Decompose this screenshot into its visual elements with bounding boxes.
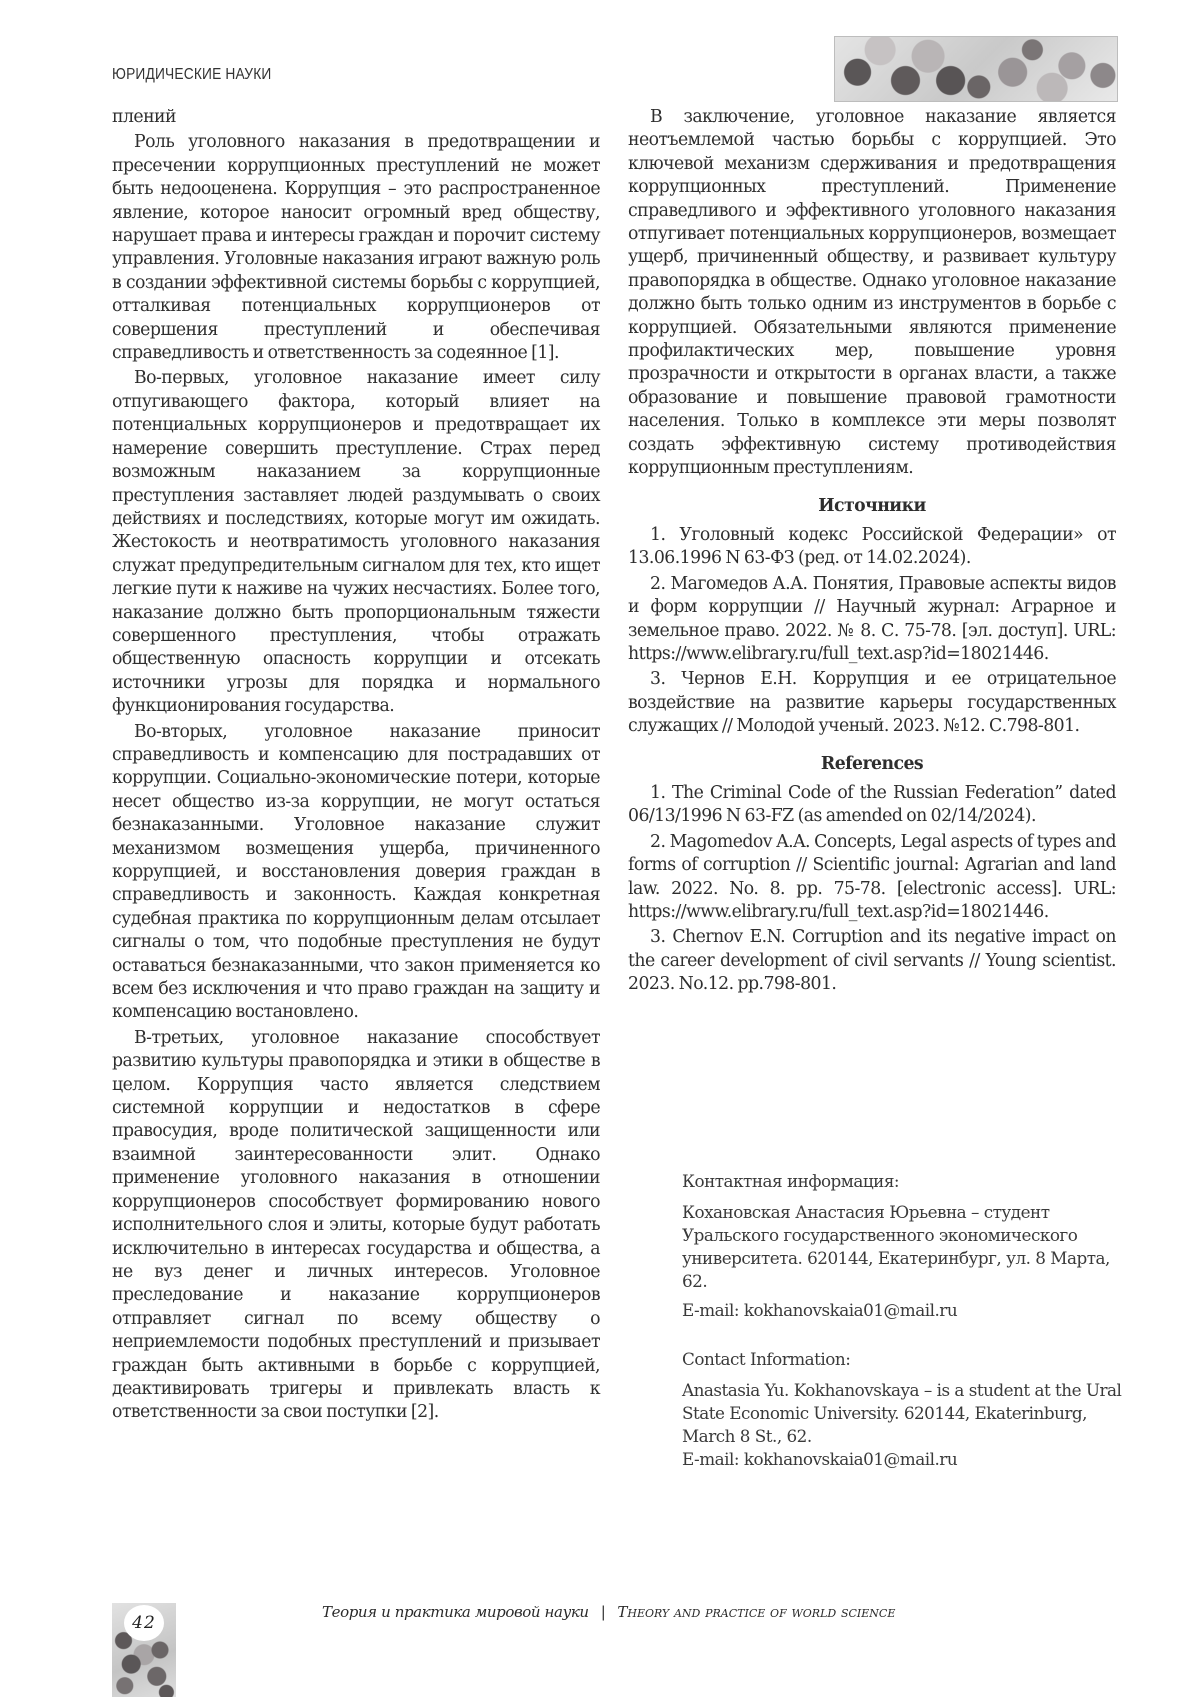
running-head-section: ЮРИДИЧЕСКИЕ НАУКИ (112, 66, 272, 83)
continuation-text: плений (112, 107, 176, 127)
reference-item: 3. Chernov E.N. Corruption and its negative impact on the career development of civil servants // Young scientist. 2023. No.12. pp.798-801. (628, 927, 1116, 995)
source-item: 1. Уголовный кодекс Российской Федерации» от 13.06.1996 N 63-ФЗ (ред. от 14.02.2024). (628, 524, 1116, 569)
sources-list (628, 524, 1116, 739)
body-paragraph: Во-вторых, уголовное наказание приносит справедливость и компенсацию для пострадавших от коррупции. Социально-экономические потери, которые несет общество из-за коррупции, не могут остаться безнаказанными. Уголовное наказание служит механизмом возмещения ущерба, причиненного коррупцией, и восстановления доверия граждан в справедливость и законность. Каждая конкретная судебная практика по коррупционным делам отсылает сигналы о том, что подобные преступления не будут оставаться безнаказанными, что закон применяется ко всем без исключения и что право граждан на защиту и компенсацию востановлено. (112, 721, 600, 1023)
left-column (112, 106, 600, 1425)
references-list (628, 782, 1116, 997)
right-column (628, 106, 1116, 997)
body-paragraph: Во-первых, уголовное наказание имеет силу отпугивающего фактора, который влияет на потенциальных коррупционеров и предотвращает их намерение совершить преступление. Страх перед возможным наказанием за коррупционные преступления заставляет людей раздумывать о своих действиях и последствиях, которые могут им ожидать. Жестокость и неотвратимость уголовного наказания служат предупредительным сигналом для тех, кто ищет легкие пути к наживе на чужих несчастиях. Более того, наказание должно быть пропорциональным тяжести совершенного преступления, чтобы отражать общественную опасность коррупции и отсекать источники угрозы для порядка и нормального функционирования государства. (112, 368, 600, 717)
sources-heading: Источники (818, 495, 926, 516)
header-decorative-image (834, 36, 1118, 102)
reference-item: 1. The Criminal Code of the Russian Federation” dated 06/13/1996 N 63-FZ (as amended on 02/14/2024). (628, 782, 1116, 827)
contact-label-en: Contact Information: (682, 1349, 851, 1369)
body-paragraph: В-третьих, уголовное наказание способствует развитию культуры правопорядка и этики в обществе в целом. Коррупция часто является следствием системной коррупции и недостатков в сфере правосудия, вроде политической защищенности или взаимной заинтересованности элит. Однако применение уголовного наказания в отношении коррупционеров способствует формированию нового исполнительного слоя и элиты, которые будут работать исключительно в интересах государства и общества, а не вуз денег и личных интересов. Уголовное преследование и наказание коррупционеров отправляет сигнал по всему обществу о неприемлемости подобных преступлений и призывает граждан быть активными в борьбе с коррупцией, деактивировать тригеры и привлекать власть к ответственности за свои поступки [2]. (112, 1027, 600, 1423)
journal-title-en: Theory and practice of world science (617, 1603, 896, 1621)
contact-email-ru[interactable]: E-mail: kokhanovskaia01@mail.ru (682, 1300, 958, 1320)
contact-block (682, 1170, 1122, 1471)
contact-email-en[interactable]: E-mail: kokhanovskaia01@mail.ru (682, 1449, 958, 1469)
reference-item: 2. Magomedov A.A. Concepts, Legal aspects of types and forms of corruption // Scientific journal: Agrarian and land law. 2022. No. 8. pp. 75-78. [electronic access]. URL: https://www.elibrary.ru/full_text.asp?id=18021446. (628, 831, 1116, 922)
contact-label-ru: Контактная информация: (682, 1171, 900, 1191)
journal-separator: | (600, 1603, 606, 1621)
contact-body-en: Anastasia Yu. Kokhanovskaya – is a student at the Ural State Economic University. 620144, Ekaterinburg, March 8 St., 62. (682, 1380, 1122, 1446)
page-number: 42 (124, 1605, 164, 1641)
source-item: 3. Чернов Е.Н. Коррупция и ее отрицательное воздействие на развитие карьеры государственных служащих // Молодой ученый. 2023. №12. С.798-801. (628, 669, 1116, 737)
contact-body-ru: Кохановская Анастасия Юрьевна – студент Уральского государственного экономического университета. 620144, Екатеринбург, ул. 8 Марта, 62. (682, 1202, 1110, 1291)
journal-title-line (322, 1603, 895, 1621)
source-item: 2. Магомедов А.А. Понятия, Правовые аспекты видов и форм коррупции // Научный журнал: Аграрное и земельное право. 2022. № 8. С. 75-78. [эл. доступ]. URL: https://www.elibrary.ru/full_text.asp?id=18021446. (628, 573, 1116, 664)
references-heading: References (820, 753, 924, 774)
journal-title-ru: Теория и практика мировой науки (322, 1603, 589, 1621)
body-paragraph: Роль уголовного наказания в предотвращении и пресечении коррупционных преступлений не может быть недооценена. Коррупция – это распространенное явление, которое наносит огромный вред обществу, нарушает права и интересы граждан и порочит систему управления. Уголовные наказания играют важную роль в создании эффективной системы борьбы с коррупцией, отталкивая потенциальных коррупционеров от совершения преступлений и обеспечивая справедливость и ответственность за содеянное [1]. (112, 132, 600, 364)
conclusion-paragraph: В заключение, уголовное наказание является неотъемлемой частью борьбы с коррупцией. Это ключевой механизм сдерживания и предотвращения коррупционных преступлений. Применение справедливого и эффективного уголовного наказания отпугивает потенциальных коррупционеров, возмещает ущерб, причиненный обществу, и развивает культуру правопорядка в обществе. Однако уголовное наказание должно быть только одним из инструментов в борьбе с коррупцией. Обязательными являются применение профилактических мер, повышение уровня прозрачности и открытости в органах власти, а также образование и повышение правовой грамотности населения. Только в комплексе эти меры позволят создать эффективную систему противодействия коррупционным преступлениям. (628, 107, 1116, 479)
